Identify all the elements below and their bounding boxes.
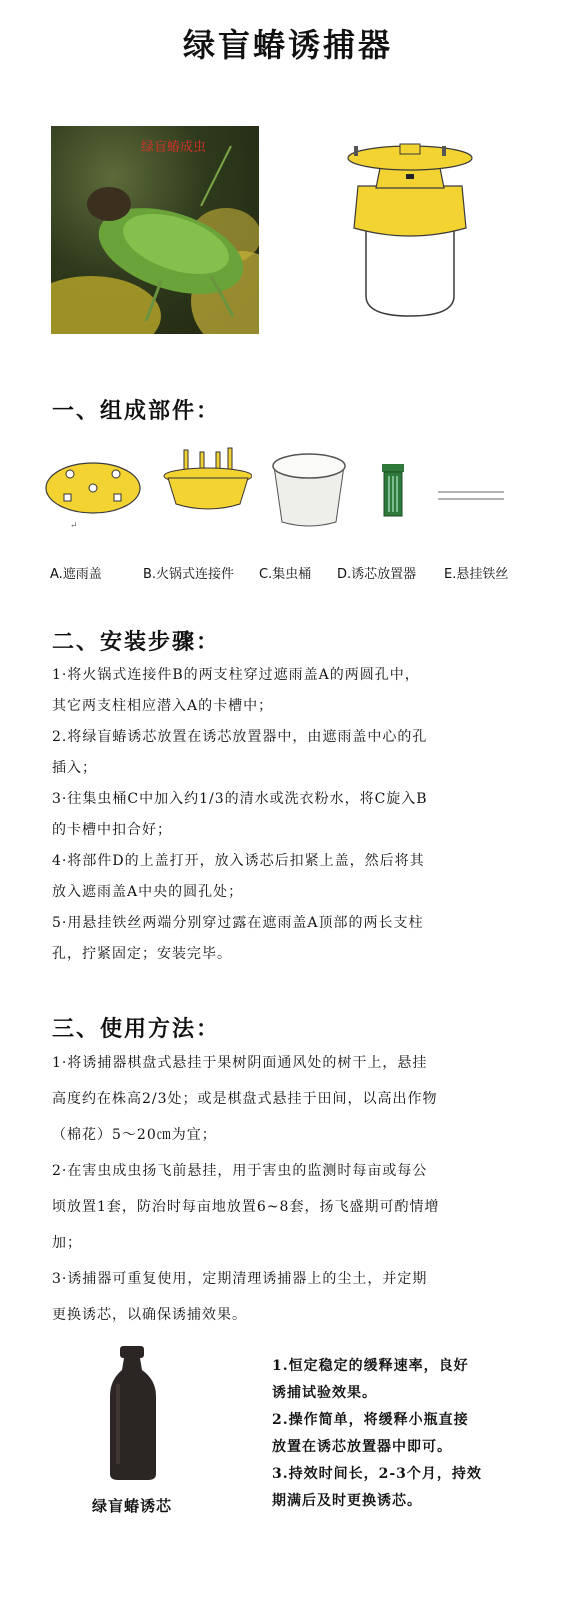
usage-line: 2·在害虫成虫扬飞前悬挂，用于害虫的监测时每亩或每公 xyxy=(52,1163,428,1179)
rain-cover-icon xyxy=(44,460,142,516)
section-install-heading: 二、安装步骤： xyxy=(52,630,221,655)
feature-line: 诱捕试验效果。 xyxy=(272,1385,377,1401)
collection-bucket-icon xyxy=(268,450,350,532)
usage-line: 顷放置1套，防治时每亩地放置6~8套，扬飞盛期可酌情增 xyxy=(52,1199,440,1215)
feature-line: 3.持效时间长，2-3个月，持效 xyxy=(272,1466,482,1482)
install-line: 的卡槽中扣合好； xyxy=(52,822,172,838)
feature-line: 放置在诱芯放置器中即可。 xyxy=(272,1439,452,1455)
small-mark: ↵ xyxy=(70,521,78,531)
usage-line: 更换诱芯，以确保诱捕效果。 xyxy=(52,1307,247,1323)
part-label-d: D.诱芯放置器 xyxy=(337,567,417,582)
lure-features xyxy=(272,1353,532,1515)
install-line: 其它两支柱相应潜入A的卡槽中； xyxy=(52,698,274,714)
install-line: 4·将部件D的上盖打开，放入诱芯后扣紧上盖，然后将其 xyxy=(52,853,425,869)
install-line: 3·往集虫桶C中加入约1/3的清水或洗衣粉水，将C旋入B xyxy=(52,791,428,807)
lure-holder-icon xyxy=(378,462,408,518)
hotpot-connector-icon xyxy=(162,446,252,516)
install-line: 5·用悬挂铁丝两端分别穿过露在遮雨盖A顶部的两长支柱 xyxy=(52,915,424,931)
usage-line: 高度约在株高2/3处；或是棋盘式悬挂于田间，以高出作物 xyxy=(52,1091,438,1107)
section-usage-heading: 三、使用方法： xyxy=(52,1017,221,1042)
part-label-e: E.悬挂铁丝 xyxy=(444,567,509,582)
part-label-c: C.集虫桶 xyxy=(259,567,312,582)
feature-line: 2.操作简单，将缓释小瓶直接 xyxy=(272,1412,469,1428)
install-line: 放入遮雨盖A中央的圆孔处； xyxy=(52,884,244,900)
install-line: 1·将火锅式连接件B的两支柱穿过遮雨盖A的两圆孔中， xyxy=(52,667,420,683)
usage-line: （棉花）5～20㎝为宜； xyxy=(52,1127,217,1143)
install-steps xyxy=(52,660,522,970)
hanging-wire-icon xyxy=(436,488,506,504)
part-label-a: A.遮雨盖 xyxy=(50,567,102,582)
install-line: 孔，拧紧固定；安装完毕。 xyxy=(52,946,232,962)
trap-assembly-icon xyxy=(340,136,480,326)
bug-photo xyxy=(51,126,259,334)
page-title: 绿盲蝽诱捕器 xyxy=(182,26,393,64)
feature-line: 1.恒定稳定的缓释速率，良好 xyxy=(272,1358,469,1374)
bug-icon xyxy=(51,126,259,334)
usage-lines xyxy=(52,1045,522,1333)
install-line: 插入； xyxy=(52,760,97,776)
feature-line: 期满后及时更换诱芯。 xyxy=(272,1493,422,1509)
lure-bottle-icon xyxy=(108,1344,160,1482)
usage-line: 加； xyxy=(52,1235,82,1251)
photo-label: 绿盲蝽成虫 xyxy=(141,140,207,155)
install-line: 2.将绿盲蝽诱芯放置在诱芯放置器中，由遮雨盖中心的孔 xyxy=(52,729,428,745)
usage-line: 3·诱捕器可重复使用，定期清理诱捕器上的尘土，并定期 xyxy=(52,1271,428,1287)
part-label-b: B.火锅式连接件 xyxy=(143,567,235,582)
section-components-heading: 一、组成部件： xyxy=(52,399,221,424)
usage-line: 1·将诱捕器棋盘式悬挂于果树阴面通风处的树干上，悬挂 xyxy=(52,1055,428,1071)
lure-label: 绿盲蝽诱芯 xyxy=(92,1497,173,1515)
